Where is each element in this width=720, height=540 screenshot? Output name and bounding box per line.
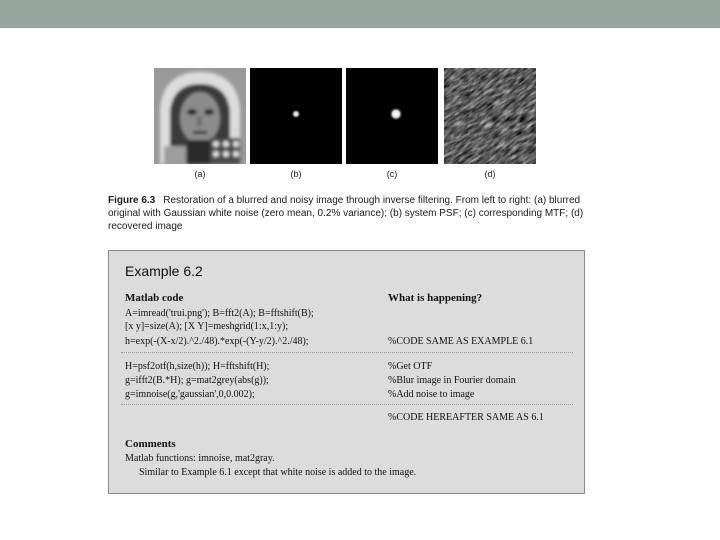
panel-d-label: (d)	[484, 169, 496, 179]
comments-heading: Comments	[125, 438, 176, 450]
code-line: g=imnoise(g,'gaussian',0,0.002);	[125, 389, 255, 400]
explanation-line: %CODE SAME AS EXAMPLE 6.1	[388, 336, 534, 347]
section-divider	[121, 404, 573, 405]
code-line: A=imread('trui.png'); B=fft2(A); B=fftshift(B);	[125, 308, 314, 319]
explanation-line: %Get OTF	[388, 361, 433, 372]
figure-label: Figure 6.3	[108, 195, 156, 206]
code-heading: Matlab code	[125, 292, 184, 304]
panel-a-image	[154, 68, 246, 164]
example-box	[108, 250, 585, 494]
example-title: Example 6.2	[125, 263, 203, 279]
explanation-line: %Blur image in Fourier domain	[388, 375, 516, 386]
panel-c-image	[346, 68, 438, 164]
blurred-face-graphic	[154, 68, 246, 164]
top-banner	[0, 0, 720, 28]
panel-a-label: (a)	[194, 169, 206, 179]
explain-heading: What is happening?	[388, 292, 483, 304]
figure-caption	[108, 194, 594, 233]
code-line: H=psf2otf(h,size(h)); H=fftshift(H);	[125, 361, 270, 372]
explanation-line: %Add noise to image	[388, 389, 475, 400]
mtf-graphic	[346, 68, 438, 164]
caption-text: Restoration of a blurred and noisy image through inverse filtering. From left to right: (a) blurred original with Gaussian white noise (zero mean, 0.2% variance); (b) system PSF; (c) corresponding MTF; (d) recovered image	[108, 195, 584, 232]
panel-c-label: (c)	[386, 169, 398, 179]
comment-functions: Matlab functions: imnoise, mat2gray.	[125, 453, 275, 464]
code-line: h=exp(-(X-x/2).^2./48).*exp(-(Y-y/2).^2./48);	[125, 336, 309, 347]
code-line: g=ifft2(B.*H); g=mat2grey(abs(g));	[125, 375, 269, 386]
explanation-line: %CODE HEREAFTER SAME AS 6.1	[388, 412, 544, 423]
psf-graphic	[250, 68, 342, 164]
panel-b-image	[250, 68, 342, 164]
code-line: [x y]=size(A); [X Y]=meshgrid(1:x,1:y);	[125, 321, 289, 332]
section-divider	[121, 352, 573, 353]
recovered-image-graphic	[444, 68, 536, 164]
panel-d-image	[444, 68, 536, 164]
panel-b-label: (b)	[290, 169, 302, 179]
comment-text: Similar to Example 6.1 except that white noise is added to the image.	[139, 467, 417, 478]
